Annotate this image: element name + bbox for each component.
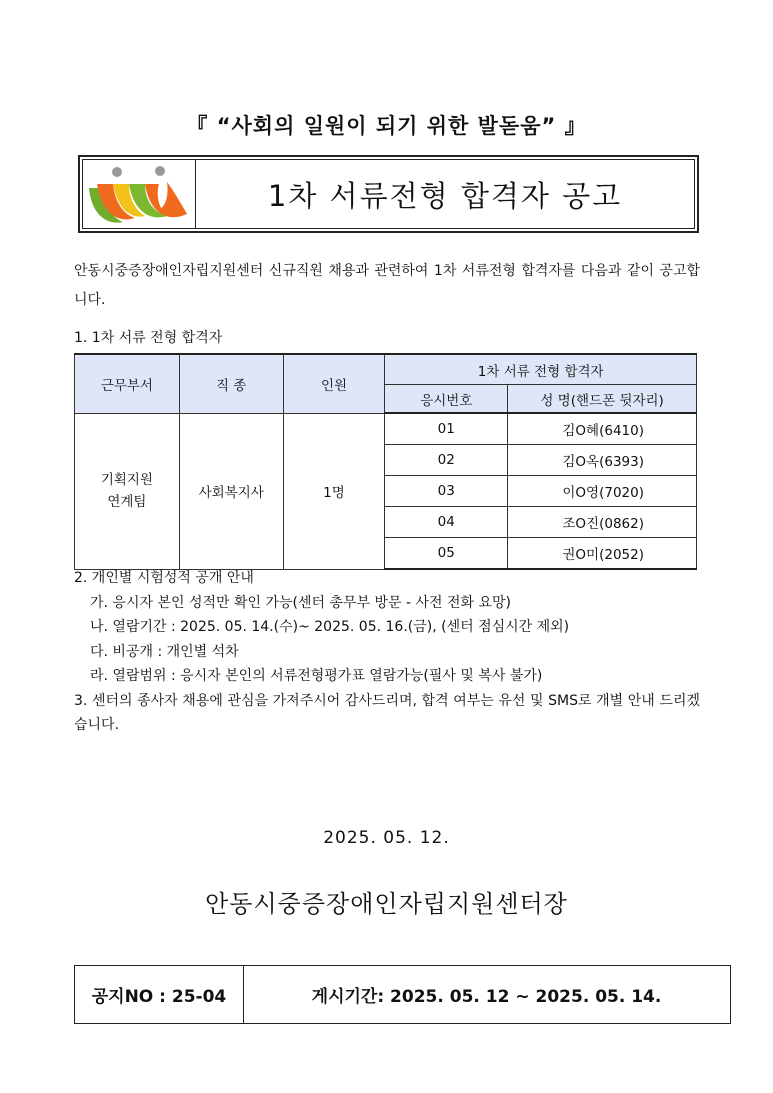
section-3-text: 3. 센터의 종사자 채용에 관심을 가져주시어 감사드리며, 합격 여부는 유선 및 SMS로 개별 안내 드리겠습니다.	[74, 692, 700, 733]
header-name: 성 명(핸드폰 뒷자리)	[508, 385, 697, 414]
name-cell: 조O진(0862)	[508, 507, 697, 538]
logo-icon	[83, 160, 193, 230]
count-cell: 1명	[283, 413, 385, 569]
dept-cell: 기획지원 연계팀	[75, 413, 180, 569]
page-title: 1차 서류전형 합격자 공고	[267, 178, 623, 213]
name-cell: 김O혜(6410)	[508, 413, 697, 445]
posting-period: 게시기간: 2025. 05. 12 ~ 2025. 05. 14.	[311, 987, 662, 1007]
header-exam-no: 응시번호	[385, 385, 508, 414]
name-cell: 권O미(2052)	[508, 538, 697, 570]
table-row	[75, 413, 697, 445]
intro-paragraph: 안동시중증장애인자립지원센터 신규직원 채용과 관련하여 1차 서류전형 합격자를 다음과 같이 공고합니다.	[74, 263, 700, 308]
footer-box	[74, 965, 731, 1024]
job-cell: 사회복지사	[179, 413, 283, 569]
name-cell: 김O옥(6393)	[508, 445, 697, 476]
header-group: 1차 서류 전형 합격자	[385, 354, 697, 385]
note-item-a: 가. 응시자 본인 성적만 확인 가능(센터 총무부 방문 - 사전 전화 요망)	[90, 594, 512, 611]
exam-no-cell: 01	[385, 413, 508, 445]
notice-number: 공지NO : 25-04	[75, 966, 244, 1023]
note-item-c: 다. 비공개 : 개인별 석차	[90, 643, 239, 660]
center-logo	[83, 160, 196, 228]
name-cell: 이O영(7020)	[508, 476, 697, 507]
results-table	[74, 353, 697, 570]
organization-name: 안동시중증장애인자립지원센터장	[205, 890, 568, 918]
notes-section	[74, 566, 700, 738]
notice-date: 2025. 05. 12.	[323, 828, 450, 848]
exam-no-cell: 03	[385, 476, 508, 507]
title-box	[78, 155, 699, 233]
section-2-heading: 2. 개인별 시험성적 공개 안내	[74, 570, 254, 586]
note-item-d: 라. 열람범위 : 응시자 본인의 서류전형평가표 열람가능(필사 및 복사 불가)	[90, 668, 543, 684]
exam-no-cell: 05	[385, 538, 508, 570]
header-job: 직 종	[179, 354, 283, 413]
slogan: 『 “사회의 일원이 되기 위한 발돋움” 』	[186, 114, 587, 138]
note-item-b: 나. 열람기간 : 2025. 05. 14.(수)~ 2025. 05. 16.(금), (센터 점심시간 제외)	[90, 619, 570, 635]
section-1-heading: 1. 1차 서류 전형 합격자	[74, 330, 223, 346]
header-dept: 근무부서	[75, 354, 180, 413]
exam-no-cell: 02	[385, 445, 508, 476]
exam-no-cell: 04	[385, 507, 508, 538]
header-count: 인원	[283, 354, 385, 413]
